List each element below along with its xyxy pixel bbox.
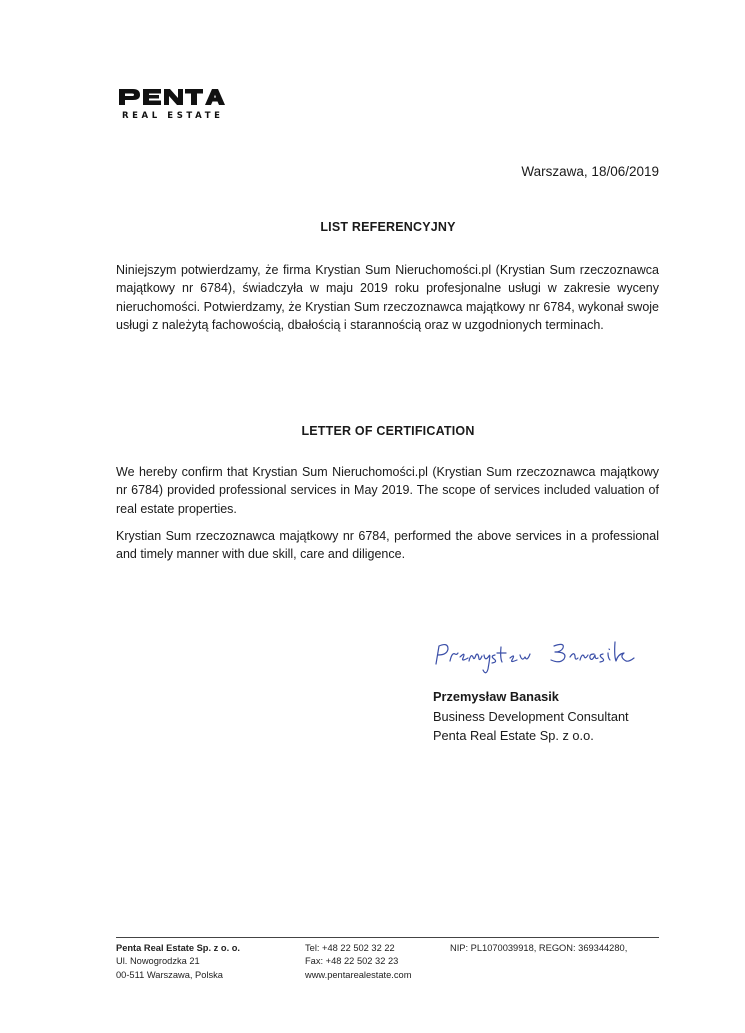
- footer-ids: [450, 942, 627, 955]
- signatory-company: Penta Real Estate Sp. z o.o.: [433, 728, 594, 743]
- signature-block: [433, 687, 629, 746]
- english-heading: LETTER OF CERTIFICATION: [301, 424, 475, 438]
- footer-street: Ul. Nowogrodzka 21: [116, 956, 200, 967]
- footer-contact: [305, 942, 411, 982]
- place-date: Warszawa, 18/06/2019: [521, 164, 659, 179]
- footer-divider: [116, 937, 659, 938]
- signatory-name: Przemysław Banasik: [433, 689, 559, 704]
- english-paragraph-1: We hereby confirm that Krystian Sum Nieruchomości.pl (Krystian Sum rzeczoznawca majątkowy nr 6784) provided professional services in May 2019. The scope of services included valuation of real estate properties.: [116, 465, 659, 516]
- footer-tel: Tel: +48 22 502 32 22: [305, 943, 395, 953]
- footer-nip-regon: NIP: PL1070039918, REGON: 369344280,: [450, 943, 628, 953]
- polish-paragraph: Niniejszym potwierdzamy, że firma Krystian Sum Nieruchomości.pl (Krystian Sum rzeczoznawca majątkowy nr 6784), świadczyła w maju 2019 roku profesjonalne usługi w zakresie wyceny nieruchomości. Potwierdzamy, że Krystian Sum rzeczoznawca majątkowy nr 6784, wykonał swoje usługi z należytą fachowością, dbałością i starannością oraz w uzgodnionych terminach.: [116, 263, 659, 332]
- footer-website[interactable]: www.pentarealestate.com: [305, 969, 412, 980]
- english-paragraph-2: Krystian Sum rzeczoznawca majątkowy nr 6784, performed the above services in a professional and timely manner with due skill, care and diligence.: [116, 529, 659, 562]
- footer-city: 00-511 Warszawa, Polska: [116, 969, 223, 980]
- company-logo: [118, 86, 228, 121]
- signatory-title: Business Development Consultant: [433, 708, 629, 724]
- polish-heading: LIST REFERENCYJNY: [320, 220, 456, 234]
- logo-subtitle: REAL ESTATE: [122, 111, 224, 121]
- footer-company: Penta Real Estate Sp. z o. o.: [116, 943, 240, 953]
- handwritten-signature: [430, 636, 660, 685]
- penta-logo-mark: [118, 86, 228, 108]
- footer-address: [116, 942, 240, 982]
- footer-fax: Fax: +48 22 502 32 23: [305, 956, 399, 967]
